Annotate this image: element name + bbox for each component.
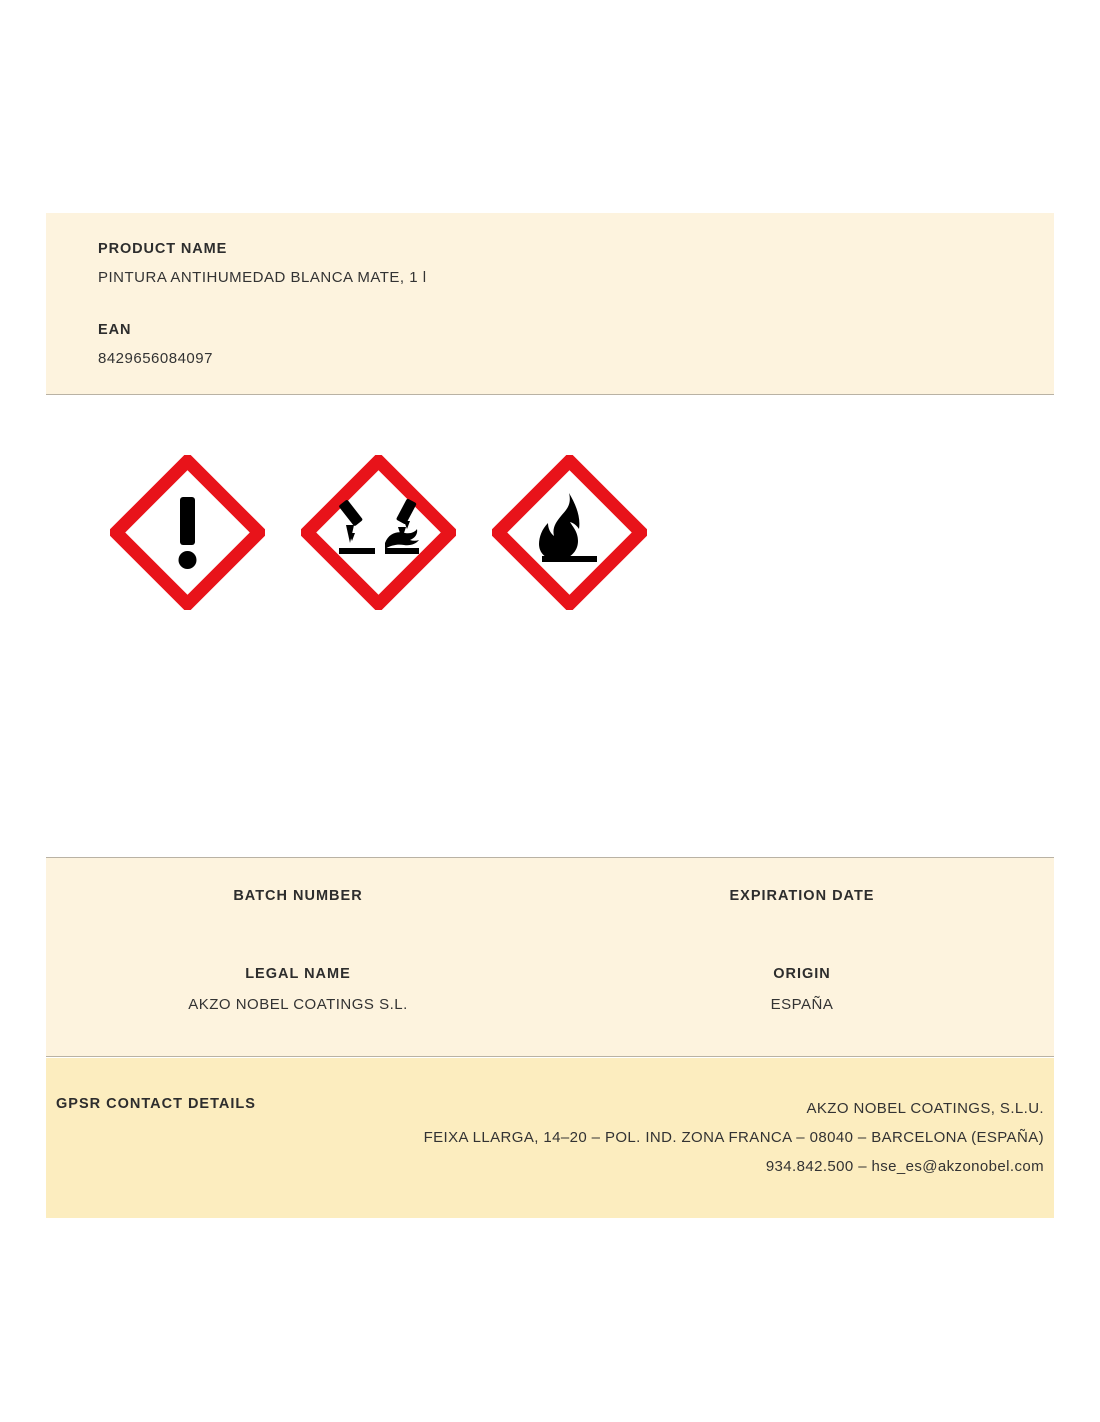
origin-value: ESPAÑA [770,996,834,1013]
batch-legal-panel [46,857,1054,1057]
batch-number-cell [46,888,550,904]
product-info-panel [46,213,1054,395]
hazard-pictogram-row [110,455,647,610]
legal-name-cell [46,966,550,1013]
product-name-value: PINTURA ANTIHUMEDAD BLANCA MATE, 1 l [98,269,427,286]
ean-label: EAN [98,322,132,338]
expiration-date-cell [550,888,1054,904]
expiration-date-label: EXPIRATION DATE [729,888,875,904]
gpsr-contact-lines [244,1094,1044,1181]
origin-label: ORIGIN [773,966,831,982]
legal-name-value: AKZO NOBEL COATINGS S.L. [188,996,408,1013]
ghs05-corrosion-icon [301,455,456,610]
gpsr-company-name: AKZO NOBEL COATINGS, S.L.U. [806,1100,1044,1117]
ghs07-exclamation-mark-icon [110,455,265,610]
gpsr-phone-email: 934.842.500 – hse_es@akzonobel.com [765,1158,1044,1175]
origin-cell [550,966,1054,1013]
ghs02-flame-icon [492,455,647,610]
gpsr-address: FEIXA LLARGA, 14–20 – POL. IND. ZONA FRANCA – 08040 – BARCELONA (ESPAÑA) [423,1129,1044,1146]
ean-value: 8429656084097 [98,350,213,367]
legal-name-label: LEGAL NAME [245,966,351,982]
batch-number-label: BATCH NUMBER [233,888,363,904]
product-name-label: PRODUCT NAME [98,241,228,257]
gpsr-contact-title: GPSR CONTACT DETAILS [56,1096,256,1112]
